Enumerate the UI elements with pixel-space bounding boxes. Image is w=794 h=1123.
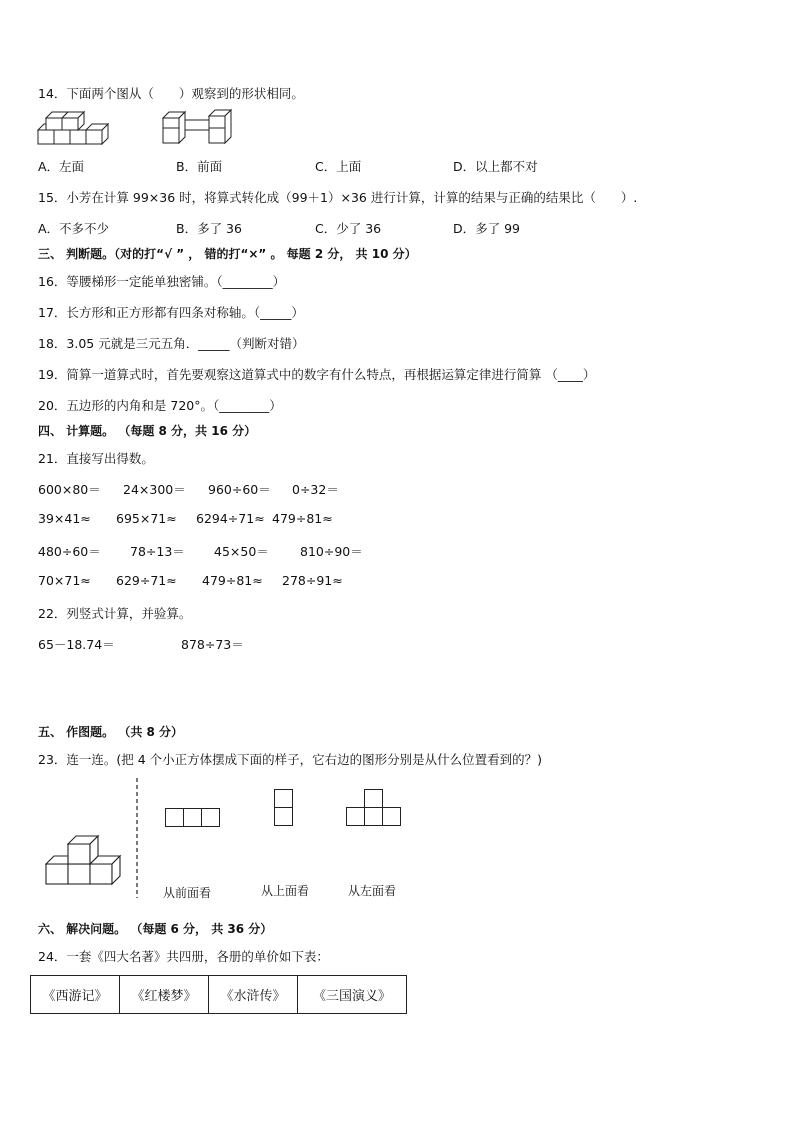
q14-option-a[interactable]: A．左面 [38,159,85,174]
table-cell: 《西游记》 [31,976,120,1014]
q14-figure-left [38,110,110,148]
calc-item: 479÷81≈ [202,573,263,588]
section-6-title: 六、 解决问题。 （每题 6 分， 共 36 分） [38,922,273,936]
calc-item: 45×50＝ [214,544,269,559]
calc-item: 65－18.74＝ [38,637,115,652]
calc-item: 960÷60＝ [208,482,271,497]
q14-figure-right [163,108,243,148]
q14-option-d[interactable]: D．以上都不对 [453,159,538,174]
question-20: 20．五边形的内角和是 720°。（________） [38,398,282,413]
q15-option-d[interactable]: D．多了 99 [453,221,521,236]
view-top-figure [274,789,294,827]
label-top-view: 从上面看 [261,884,310,898]
calc-item: 810÷90＝ [300,544,363,559]
table-cell: 《三国演义》 [298,976,407,1014]
calc-item: 39×41≈ [38,511,91,526]
question-14-stem: 14．下面两个图从（ ）观察到的形状相同。 [38,86,304,101]
calc-item: 278÷91≈ [282,573,343,588]
table-row [31,976,407,1014]
view-left-figure [346,788,404,828]
question-21-stem: 21．直接写出得数。 [38,451,154,466]
section-3-title: 三、 判断题。（对的打“√ ” ， 错的打“×” 。 每题 2 分， 共 10 分） [38,247,417,261]
calc-item: 878÷73＝ [181,637,244,652]
q15-option-a[interactable]: A．不多不少 [38,221,110,236]
calc-item: 600×80＝ [38,482,101,497]
label-front-view: 从前面看 [163,886,212,900]
calc-item: 480÷60＝ [38,544,101,559]
dashed-divider [135,778,139,898]
calc-item: 78÷13＝ [130,544,185,559]
q23-cube-figure [46,826,126,886]
question-23-stem: 23．连一连。(把 4 个小正方体摆成下面的样子，它右边的图形分别是从什么位置看到的？) [38,752,543,767]
q14-option-c[interactable]: C．上面 [315,159,362,174]
question-19: 19．简算一道算式时，首先要观察这道算式中的数字有什么特点，再根据运算定律进行简算 （____） [38,367,596,382]
label-left-view: 从左面看 [348,884,397,898]
table-cell: 《红楼梦》 [120,976,209,1014]
section-5-title: 五、 作图题。 （共 8 分） [38,725,184,739]
q14-option-b[interactable]: B．前面 [176,159,223,174]
q15-option-c[interactable]: C．少了 36 [315,221,382,236]
view-front-figure [165,808,221,828]
question-16: 16．等腰梯形一定能单独密铺。（________） [38,274,286,289]
table-cell: 《水浒传》 [209,976,298,1014]
question-17: 17．长方形和正方形都有四条对称轴。（_____） [38,305,304,320]
question-24-stem: 24．一套《四大名著》共四册，各册的单价如下表： [38,949,329,964]
calc-item: 0÷32＝ [292,482,339,497]
question-18: 18．3.05 元就是三元五角．_____（判断对错） [38,336,305,351]
q15-option-b[interactable]: B．多了 36 [176,221,242,236]
calc-item: 695×71≈ [116,511,177,526]
calc-item: 24×300＝ [123,482,186,497]
question-15-stem: 15．小芳在计算 99×36 时，将算式转化成（99＋1）×36 进行计算，计算的结果与正确的结果比（ ）. [38,190,638,205]
book-price-table [30,975,407,1014]
calc-item: 629÷71≈ [116,573,177,588]
calc-item: 70×71≈ [38,573,91,588]
question-22-stem: 22．列竖式计算，并验算。 [38,606,192,621]
section-4-title: 四、 计算题。 （每题 8 分，共 16 分） [38,424,257,438]
calc-item: 479÷81≈ [272,511,333,526]
calc-item: 6294÷71≈ [196,511,265,526]
